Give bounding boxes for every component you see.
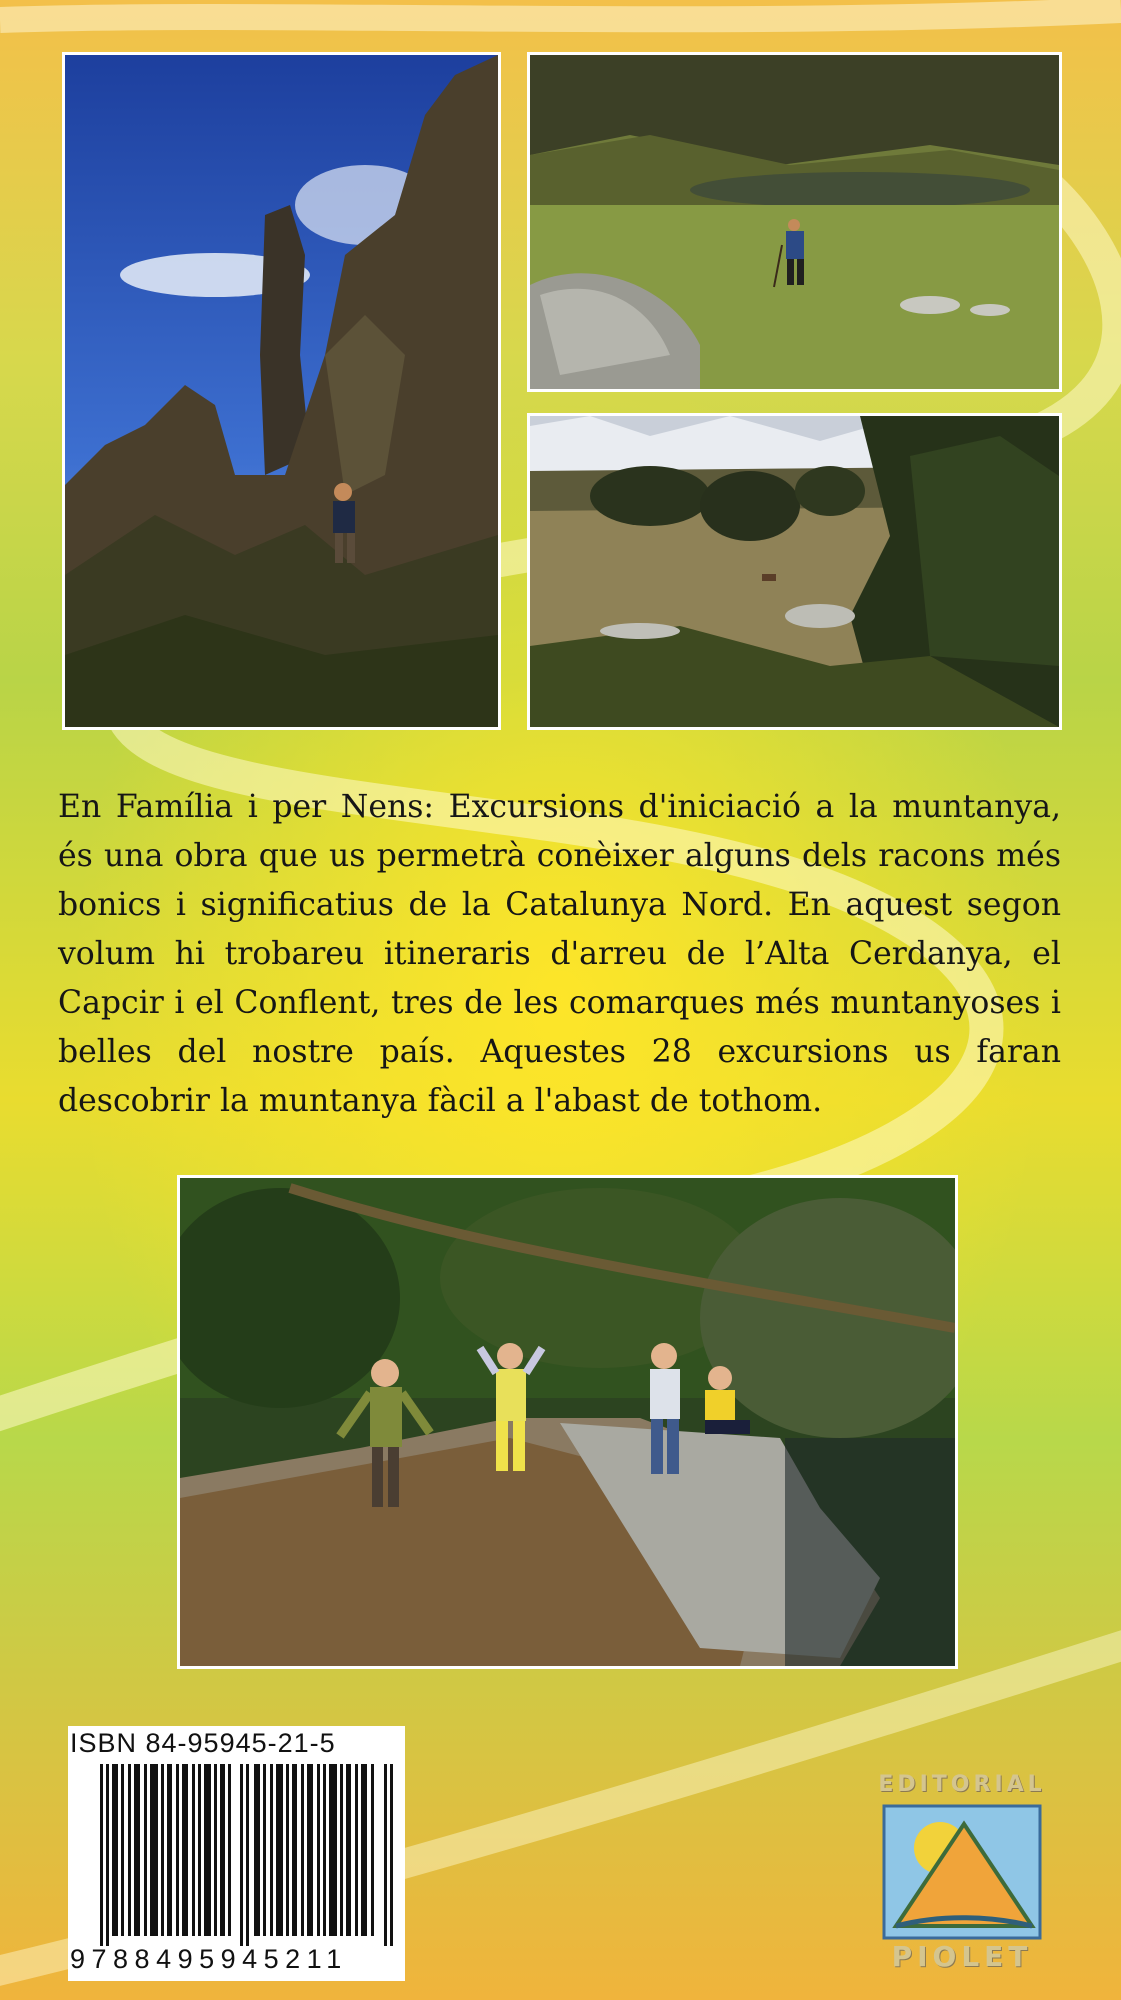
isbn-number: ISBN 84-95945-21-5 xyxy=(70,1728,336,1758)
publisher-label-bottom: PIOLET xyxy=(891,1940,1033,1973)
photo-forest-deer xyxy=(527,413,1062,730)
publisher-label-top: EDITORIAL xyxy=(878,1772,1046,1797)
photo-hiker-meadow xyxy=(527,52,1062,392)
mountain-sun-icon xyxy=(882,1804,1042,1940)
book-description: En Família i per Nens: Excursions d'iniciació a la muntanya, és una obra que us permetrà conèixer alguns dels racons més bonics i significatius de la Catalunya Nord. En aquest segon volum hi trobareu itineraris d'arreu de l’Alta Cerdanya, el Capcir i el Conflent, tres de les comarques més muntanyoses i belles del nostre país. Aquestes 28 excursions us faran descobrir la muntanya fàcil a l'abast de tothom. xyxy=(58,789,1061,1119)
photo-children-on-rock xyxy=(177,1175,958,1669)
photo-rock-pinnacles xyxy=(62,52,501,730)
ean-digits: 9788495945211 xyxy=(70,1944,348,1974)
publisher-logo xyxy=(872,1772,1052,1977)
barcode-bars xyxy=(100,1764,396,1946)
isbn-barcode xyxy=(68,1726,405,1981)
